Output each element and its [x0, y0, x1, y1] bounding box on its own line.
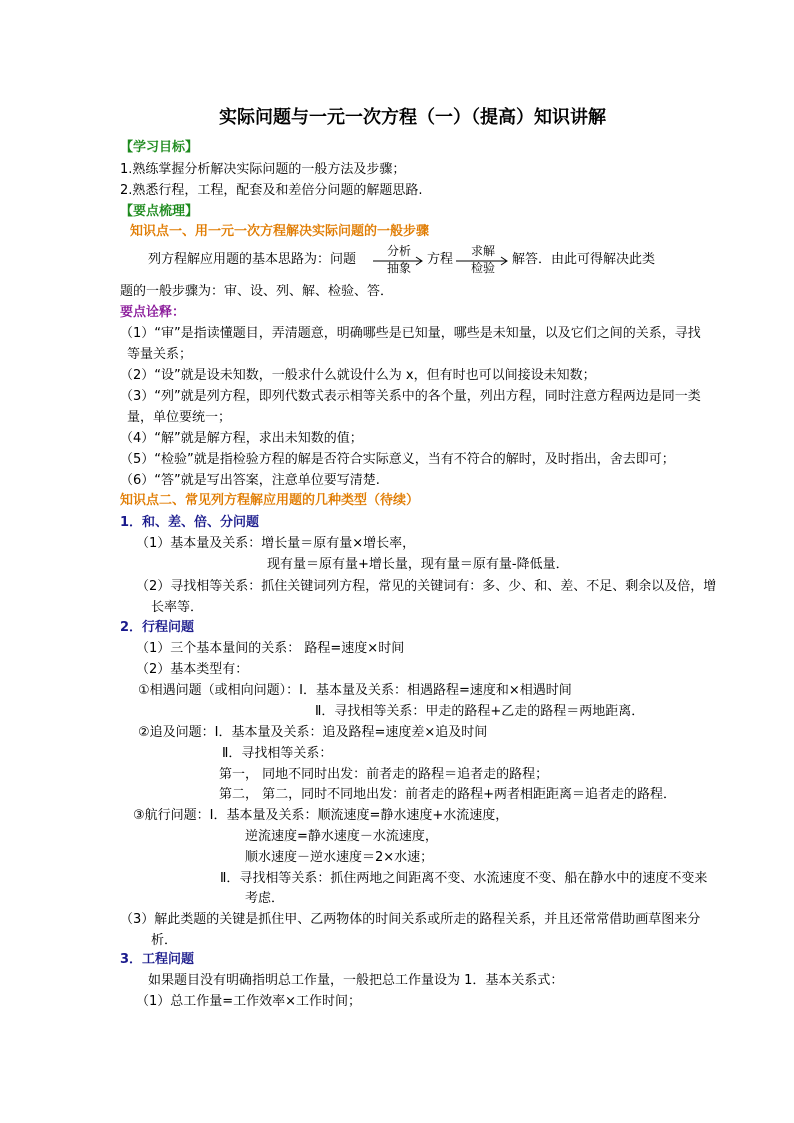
note-line: （5）“检验”就是指检验方程的解是否符合实际意义，当有不符合的解时，及时指出，舍去即可；: [120, 452, 675, 467]
type-2-line: ③航行问题：Ⅰ．基本量及关系：顺流速度=静水速度+水流速度，: [133, 808, 509, 823]
type-2-line: 第一， 同地不同时出发：前者走的路程＝追者走的路程；: [219, 767, 549, 782]
type-2-line: 逆流速度=静水速度－水流速度，: [245, 829, 438, 844]
goal-item: 2.熟悉行程，工程，配套及和差倍分问题的解题思路.: [120, 183, 423, 198]
note-line: （2）“设”就是设未知数，一般求什么就设什么为 x，但有时也可以间接设未知数；: [120, 368, 596, 383]
type-1-line: 长率等．: [151, 600, 204, 615]
general-steps: 题的一般步骤为：审、设、列、解、检验、答．: [120, 284, 394, 299]
solution-idea-suffix: 解答．由此可得解决此类: [512, 252, 656, 267]
note-line: （3）“列”就是列方程，即列代数式表示相等关系中的各个量，列出方程，同时注意方程两边是同一类: [120, 389, 701, 404]
knowledge-point-2-heading: 知识点二、常见列方程解应用题的几种类型（待续）: [120, 493, 420, 508]
type-2-line: Ⅱ．寻找相等关系：甲走的路程+乙走的路程＝两地距离．: [315, 704, 645, 719]
type-2-line: 析．: [151, 933, 178, 948]
type-2-line: 顺水速度－逆水速度＝2×水速；: [245, 850, 434, 865]
type-1-line: （2）寻找相等关系：抓住关键词列方程，常见的关键词有：多、少、和、差、不足、剩余以及倍，增: [136, 579, 717, 594]
type-2-line: ①相遇问题（或相向问题）：Ⅰ．基本量及关系：相遇路程=速度和×相遇时间: [138, 683, 572, 698]
notes-heading: 要点诠释：: [120, 305, 186, 320]
note-line: 等量关系；: [127, 347, 193, 362]
arrow-label-top: 分析: [386, 244, 411, 258]
arrow-label-top: 求解: [470, 244, 495, 258]
type-2-heading: 2．行程问题: [120, 620, 195, 635]
type-2-line: Ⅱ．寻找相等关系：抓住两地之间距离不变、水流速度不变、船在静水中的速度不变来: [220, 871, 708, 886]
type-3-line: （1）总工作量=工作效率×工作时间；: [136, 994, 362, 1009]
type-2-line: （3）解此类题的关键是抓住甲、乙两物体的时间关系或所走的路程关系，并且还常常借助画草图来分: [120, 912, 701, 927]
type-2-line: （2）基本类型有：: [136, 662, 249, 677]
arrow-label-bottom: 检验: [470, 261, 495, 275]
type-2-line: 第二， 第二，同时不同地出发：前者走的路程+两者相距距离＝追者走的路程．: [219, 787, 677, 802]
type-3-line: 如果题目没有明确指明总工作量，一般把总工作量设为 1．基本关系式：: [148, 973, 564, 988]
note-line: 量，单位要统一；: [127, 410, 232, 425]
type-2-line: ②追及问题：Ⅰ．基本量及关系：追及路程=速度差×追及时间: [138, 725, 488, 740]
type-1-line: （1）基本量及关系：增长量＝原有量×增长率，: [136, 536, 416, 551]
note-line: （6）“答”就是写出答案，注意单位要写清楚.: [120, 473, 380, 488]
learning-goals-heading: 【学习目标】: [120, 140, 199, 155]
note-line: （4）“解”就是解方程，求出未知数的值；: [120, 431, 363, 446]
goal-item: 1.熟练掌握分析解决实际问题的一般方法及步骤；: [120, 162, 406, 177]
type-2-line: （1）三个基本量间的关系： 路程=速度×时间: [136, 641, 405, 656]
page-title: 实际问题与一元一次方程（一）（提高）知识讲解: [219, 107, 606, 128]
analyze-abstract-arrow: [373, 244, 425, 276]
solution-idea-middle: 方程: [427, 252, 454, 267]
solve-check-arrow: [456, 244, 510, 276]
type-3-heading: 3．工程问题: [120, 952, 195, 967]
knowledge-point-1-heading: 知识点一、用一元一次方程解决实际问题的一般步骤: [130, 224, 430, 239]
type-2-line: Ⅱ．寻找相等关系：: [222, 746, 333, 761]
solution-idea-prefix: 列方程解应用题的基本思路为：问题: [148, 252, 357, 267]
note-line: （1）“审”是指读懂题目，弄清题意，明确哪些是已知量，哪些是未知量，以及它们之间的关系，寻找: [120, 326, 701, 341]
arrow-label-bottom: 抽象: [386, 261, 411, 275]
type-1-heading: 1．和、差、倍、分问题: [120, 515, 260, 530]
type-2-line: 考虑．: [245, 891, 285, 906]
type-1-line: 现有量＝原有量+增长量，现有量＝原有量-降低量．: [267, 557, 569, 572]
key-points-heading: 【要点梳理】: [120, 204, 199, 219]
